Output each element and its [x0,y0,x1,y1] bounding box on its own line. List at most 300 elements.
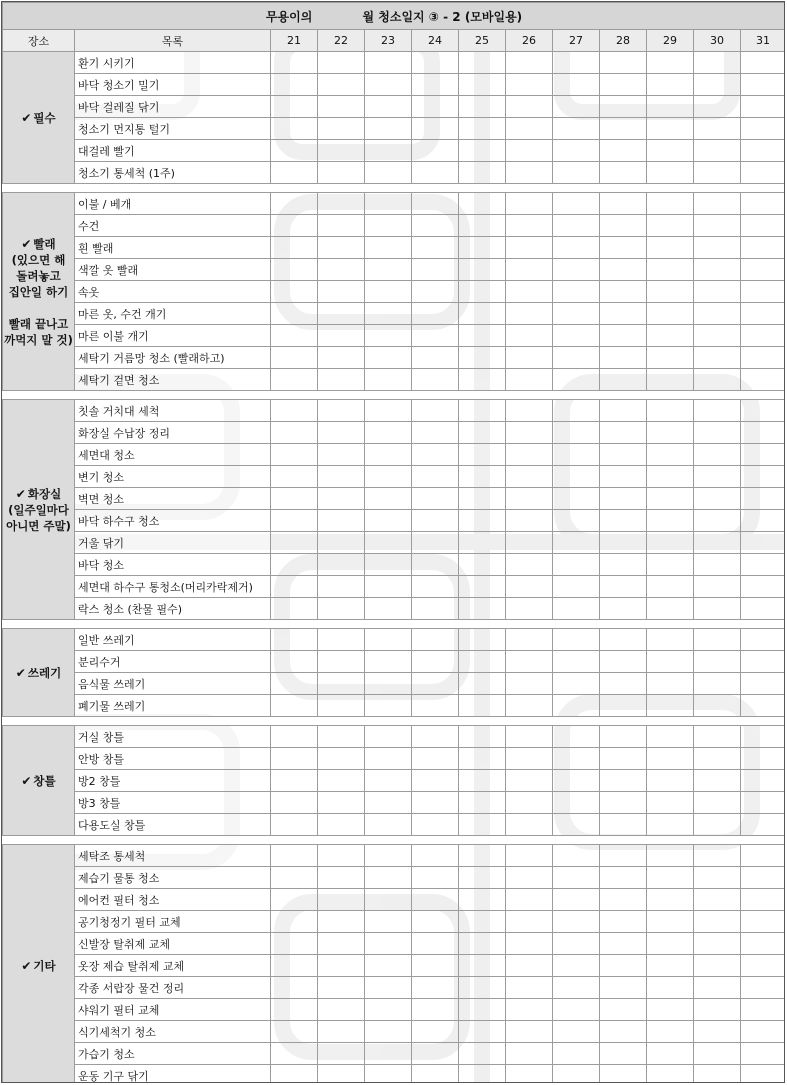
day-check-cell[interactable] [694,422,741,444]
day-check-cell[interactable] [647,792,694,814]
day-check-cell[interactable] [271,466,318,488]
day-check-cell[interactable] [647,215,694,237]
day-check-cell[interactable] [647,237,694,259]
day-check-cell[interactable] [506,325,553,347]
day-check-cell[interactable] [412,444,459,466]
day-check-cell[interactable] [553,422,600,444]
day-check-cell[interactable] [600,748,647,770]
day-check-cell[interactable] [318,237,365,259]
day-check-cell[interactable] [318,814,365,836]
day-check-cell[interactable] [647,96,694,118]
day-check-cell[interactable] [318,845,365,867]
day-check-cell[interactable] [365,1043,412,1065]
day-check-cell[interactable] [741,554,786,576]
day-check-cell[interactable] [600,792,647,814]
day-check-cell[interactable] [271,325,318,347]
day-check-cell[interactable] [459,259,506,281]
day-check-cell[interactable] [694,532,741,554]
day-check-cell[interactable] [600,532,647,554]
day-check-cell[interactable] [365,303,412,325]
day-check-cell[interactable] [459,347,506,369]
day-check-cell[interactable] [694,74,741,96]
day-check-cell[interactable] [271,118,318,140]
day-check-cell[interactable] [271,695,318,717]
day-check-cell[interactable] [741,466,786,488]
day-check-cell[interactable] [647,118,694,140]
day-check-cell[interactable] [694,867,741,889]
day-check-cell[interactable] [318,1065,365,1084]
day-check-cell[interactable] [741,193,786,215]
day-check-cell[interactable] [741,911,786,933]
day-check-cell[interactable] [694,325,741,347]
day-check-cell[interactable] [365,673,412,695]
day-check-cell[interactable] [600,444,647,466]
day-check-cell[interactable] [741,651,786,673]
day-check-cell[interactable] [553,889,600,911]
day-check-cell[interactable] [365,955,412,977]
day-check-cell[interactable] [741,1065,786,1084]
day-check-cell[interactable] [741,889,786,911]
day-check-cell[interactable] [600,770,647,792]
day-check-cell[interactable] [553,193,600,215]
day-check-cell[interactable] [506,770,553,792]
day-check-cell[interactable] [318,999,365,1021]
day-check-cell[interactable] [271,792,318,814]
day-check-cell[interactable] [694,792,741,814]
day-check-cell[interactable] [694,651,741,673]
day-check-cell[interactable] [506,140,553,162]
day-check-cell[interactable] [647,303,694,325]
day-check-cell[interactable] [647,748,694,770]
day-check-cell[interactable] [600,52,647,74]
day-check-cell[interactable] [459,651,506,673]
day-check-cell[interactable] [600,576,647,598]
day-check-cell[interactable] [694,955,741,977]
day-check-cell[interactable] [553,629,600,651]
day-check-cell[interactable] [318,673,365,695]
day-check-cell[interactable] [412,400,459,422]
day-check-cell[interactable] [271,281,318,303]
day-check-cell[interactable] [318,955,365,977]
day-check-cell[interactable] [365,814,412,836]
day-check-cell[interactable] [694,140,741,162]
day-check-cell[interactable] [365,281,412,303]
day-check-cell[interactable] [459,977,506,999]
day-check-cell[interactable] [647,673,694,695]
day-check-cell[interactable] [741,510,786,532]
day-check-cell[interactable] [600,1043,647,1065]
day-check-cell[interactable] [365,74,412,96]
day-check-cell[interactable] [506,889,553,911]
day-check-cell[interactable] [318,303,365,325]
day-check-cell[interactable] [647,74,694,96]
day-check-cell[interactable] [694,598,741,620]
day-check-cell[interactable] [553,792,600,814]
day-check-cell[interactable] [600,999,647,1021]
day-check-cell[interactable] [271,977,318,999]
day-check-cell[interactable] [694,554,741,576]
day-check-cell[interactable] [694,576,741,598]
day-check-cell[interactable] [271,140,318,162]
day-check-cell[interactable] [271,488,318,510]
day-check-cell[interactable] [694,303,741,325]
day-check-cell[interactable] [365,770,412,792]
day-check-cell[interactable] [694,933,741,955]
day-check-cell[interactable] [365,193,412,215]
day-check-cell[interactable] [553,911,600,933]
day-check-cell[interactable] [600,1021,647,1043]
day-check-cell[interactable] [741,347,786,369]
day-check-cell[interactable] [271,933,318,955]
day-check-cell[interactable] [412,1065,459,1084]
day-check-cell[interactable] [412,162,459,184]
day-check-cell[interactable] [553,770,600,792]
day-check-cell[interactable] [459,369,506,391]
day-check-cell[interactable] [318,140,365,162]
day-check-cell[interactable] [647,999,694,1021]
day-check-cell[interactable] [271,1021,318,1043]
day-check-cell[interactable] [459,598,506,620]
day-check-cell[interactable] [694,96,741,118]
day-check-cell[interactable] [741,695,786,717]
day-check-cell[interactable] [318,347,365,369]
day-check-cell[interactable] [741,215,786,237]
day-check-cell[interactable] [412,695,459,717]
day-check-cell[interactable] [741,303,786,325]
day-check-cell[interactable] [694,52,741,74]
day-check-cell[interactable] [412,96,459,118]
day-check-cell[interactable] [553,162,600,184]
day-check-cell[interactable] [271,999,318,1021]
day-check-cell[interactable] [318,74,365,96]
day-check-cell[interactable] [365,400,412,422]
day-check-cell[interactable] [365,933,412,955]
day-check-cell[interactable] [365,977,412,999]
day-check-cell[interactable] [553,400,600,422]
day-check-cell[interactable] [318,510,365,532]
day-check-cell[interactable] [412,1043,459,1065]
day-check-cell[interactable] [459,1043,506,1065]
day-check-cell[interactable] [459,1065,506,1084]
day-check-cell[interactable] [553,281,600,303]
day-check-cell[interactable] [694,162,741,184]
day-check-cell[interactable] [271,651,318,673]
day-check-cell[interactable] [647,52,694,74]
day-check-cell[interactable] [694,770,741,792]
day-check-cell[interactable] [600,422,647,444]
day-check-cell[interactable] [694,977,741,999]
day-check-cell[interactable] [412,281,459,303]
day-check-cell[interactable] [459,193,506,215]
day-check-cell[interactable] [318,695,365,717]
day-check-cell[interactable] [694,400,741,422]
day-check-cell[interactable] [459,52,506,74]
day-check-cell[interactable] [741,576,786,598]
day-check-cell[interactable] [647,162,694,184]
day-check-cell[interactable] [694,1021,741,1043]
day-check-cell[interactable] [647,422,694,444]
day-check-cell[interactable] [318,444,365,466]
day-check-cell[interactable] [459,510,506,532]
day-check-cell[interactable] [600,96,647,118]
day-check-cell[interactable] [271,554,318,576]
day-check-cell[interactable] [553,444,600,466]
day-check-cell[interactable] [600,400,647,422]
day-check-cell[interactable] [741,281,786,303]
day-check-cell[interactable] [459,140,506,162]
day-check-cell[interactable] [647,444,694,466]
day-check-cell[interactable] [459,814,506,836]
day-check-cell[interactable] [694,748,741,770]
day-check-cell[interactable] [741,955,786,977]
day-check-cell[interactable] [459,792,506,814]
day-check-cell[interactable] [647,554,694,576]
day-check-cell[interactable] [600,845,647,867]
day-check-cell[interactable] [412,52,459,74]
day-check-cell[interactable] [271,576,318,598]
day-check-cell[interactable] [600,281,647,303]
day-check-cell[interactable] [600,977,647,999]
day-check-cell[interactable] [318,118,365,140]
day-check-cell[interactable] [365,845,412,867]
day-check-cell[interactable] [647,889,694,911]
day-check-cell[interactable] [600,347,647,369]
day-check-cell[interactable] [318,576,365,598]
day-check-cell[interactable] [412,598,459,620]
day-check-cell[interactable] [318,532,365,554]
day-check-cell[interactable] [271,369,318,391]
day-check-cell[interactable] [412,911,459,933]
day-check-cell[interactable] [459,444,506,466]
day-check-cell[interactable] [647,695,694,717]
day-check-cell[interactable] [412,259,459,281]
day-check-cell[interactable] [600,1065,647,1084]
day-check-cell[interactable] [741,845,786,867]
day-check-cell[interactable] [600,889,647,911]
day-check-cell[interactable] [271,347,318,369]
day-check-cell[interactable] [506,400,553,422]
day-check-cell[interactable] [271,400,318,422]
day-check-cell[interactable] [271,867,318,889]
day-check-cell[interactable] [459,96,506,118]
day-check-cell[interactable] [506,444,553,466]
day-check-cell[interactable] [694,695,741,717]
day-check-cell[interactable] [506,52,553,74]
day-check-cell[interactable] [647,259,694,281]
day-check-cell[interactable] [506,867,553,889]
day-check-cell[interactable] [647,488,694,510]
day-check-cell[interactable] [412,814,459,836]
day-check-cell[interactable] [741,977,786,999]
day-check-cell[interactable] [459,303,506,325]
day-check-cell[interactable] [600,369,647,391]
day-check-cell[interactable] [412,488,459,510]
day-check-cell[interactable] [318,466,365,488]
day-check-cell[interactable] [459,933,506,955]
day-check-cell[interactable] [412,792,459,814]
day-check-cell[interactable] [741,1021,786,1043]
day-check-cell[interactable] [647,867,694,889]
day-check-cell[interactable] [459,118,506,140]
day-check-cell[interactable] [741,598,786,620]
day-check-cell[interactable] [459,281,506,303]
day-check-cell[interactable] [741,748,786,770]
day-check-cell[interactable] [365,325,412,347]
day-check-cell[interactable] [365,444,412,466]
day-check-cell[interactable] [318,726,365,748]
day-check-cell[interactable] [318,281,365,303]
day-check-cell[interactable] [741,118,786,140]
day-check-cell[interactable] [459,673,506,695]
day-check-cell[interactable] [553,488,600,510]
day-check-cell[interactable] [647,845,694,867]
day-check-cell[interactable] [318,629,365,651]
day-check-cell[interactable] [553,369,600,391]
day-check-cell[interactable] [506,369,553,391]
day-check-cell[interactable] [506,1043,553,1065]
day-check-cell[interactable] [271,444,318,466]
day-check-cell[interactable] [506,303,553,325]
day-check-cell[interactable] [271,748,318,770]
day-check-cell[interactable] [553,651,600,673]
day-check-cell[interactable] [600,510,647,532]
day-check-cell[interactable] [365,1065,412,1084]
day-check-cell[interactable] [553,933,600,955]
day-check-cell[interactable] [741,726,786,748]
day-check-cell[interactable] [271,74,318,96]
day-check-cell[interactable] [365,259,412,281]
day-check-cell[interactable] [365,695,412,717]
day-check-cell[interactable] [412,347,459,369]
day-check-cell[interactable] [365,347,412,369]
day-check-cell[interactable] [553,748,600,770]
day-check-cell[interactable] [459,74,506,96]
day-check-cell[interactable] [600,325,647,347]
day-check-cell[interactable] [506,629,553,651]
day-check-cell[interactable] [365,510,412,532]
day-check-cell[interactable] [741,488,786,510]
day-check-cell[interactable] [271,814,318,836]
day-check-cell[interactable] [553,955,600,977]
day-check-cell[interactable] [647,598,694,620]
day-check-cell[interactable] [647,532,694,554]
day-check-cell[interactable] [506,748,553,770]
day-check-cell[interactable] [647,281,694,303]
day-check-cell[interactable] [647,576,694,598]
day-check-cell[interactable] [318,96,365,118]
day-check-cell[interactable] [600,867,647,889]
day-check-cell[interactable] [412,651,459,673]
day-check-cell[interactable] [506,673,553,695]
day-check-cell[interactable] [365,554,412,576]
day-check-cell[interactable] [412,325,459,347]
day-check-cell[interactable] [365,140,412,162]
day-check-cell[interactable] [694,488,741,510]
day-check-cell[interactable] [694,281,741,303]
day-check-cell[interactable] [553,845,600,867]
day-check-cell[interactable] [459,162,506,184]
day-check-cell[interactable] [694,629,741,651]
day-check-cell[interactable] [365,792,412,814]
day-check-cell[interactable] [318,488,365,510]
day-check-cell[interactable] [741,162,786,184]
day-check-cell[interactable] [553,867,600,889]
day-check-cell[interactable] [741,532,786,554]
day-check-cell[interactable] [647,770,694,792]
day-check-cell[interactable] [553,554,600,576]
day-check-cell[interactable] [506,237,553,259]
day-check-cell[interactable] [553,1021,600,1043]
day-check-cell[interactable] [365,237,412,259]
day-check-cell[interactable] [506,118,553,140]
day-check-cell[interactable] [271,422,318,444]
day-check-cell[interactable] [318,554,365,576]
day-check-cell[interactable] [412,576,459,598]
day-check-cell[interactable] [506,281,553,303]
day-check-cell[interactable] [271,726,318,748]
day-check-cell[interactable] [365,488,412,510]
day-check-cell[interactable] [318,193,365,215]
day-check-cell[interactable] [553,237,600,259]
day-check-cell[interactable] [318,933,365,955]
day-check-cell[interactable] [694,889,741,911]
day-check-cell[interactable] [647,325,694,347]
day-check-cell[interactable] [694,911,741,933]
day-check-cell[interactable] [412,369,459,391]
day-check-cell[interactable] [459,999,506,1021]
day-check-cell[interactable] [506,510,553,532]
day-check-cell[interactable] [553,140,600,162]
day-check-cell[interactable] [271,193,318,215]
day-check-cell[interactable] [506,466,553,488]
day-check-cell[interactable] [459,867,506,889]
day-check-cell[interactable] [506,845,553,867]
day-check-cell[interactable] [365,748,412,770]
day-check-cell[interactable] [318,162,365,184]
day-check-cell[interactable] [600,237,647,259]
day-check-cell[interactable] [412,118,459,140]
day-check-cell[interactable] [553,673,600,695]
day-check-cell[interactable] [741,673,786,695]
day-check-cell[interactable] [318,977,365,999]
day-check-cell[interactable] [412,140,459,162]
day-check-cell[interactable] [412,889,459,911]
day-check-cell[interactable] [318,369,365,391]
day-check-cell[interactable] [506,1021,553,1043]
day-check-cell[interactable] [506,651,553,673]
day-check-cell[interactable] [741,325,786,347]
day-check-cell[interactable] [647,933,694,955]
day-check-cell[interactable] [647,193,694,215]
day-check-cell[interactable] [459,325,506,347]
day-check-cell[interactable] [506,554,553,576]
day-check-cell[interactable] [694,673,741,695]
day-check-cell[interactable] [412,629,459,651]
day-check-cell[interactable] [318,215,365,237]
day-check-cell[interactable] [365,422,412,444]
day-check-cell[interactable] [694,510,741,532]
day-check-cell[interactable] [271,237,318,259]
day-check-cell[interactable] [459,889,506,911]
day-check-cell[interactable] [318,770,365,792]
day-check-cell[interactable] [647,400,694,422]
day-check-cell[interactable] [459,1021,506,1043]
day-check-cell[interactable] [412,673,459,695]
day-check-cell[interactable] [647,347,694,369]
day-check-cell[interactable] [506,488,553,510]
day-check-cell[interactable] [647,651,694,673]
day-check-cell[interactable] [506,259,553,281]
